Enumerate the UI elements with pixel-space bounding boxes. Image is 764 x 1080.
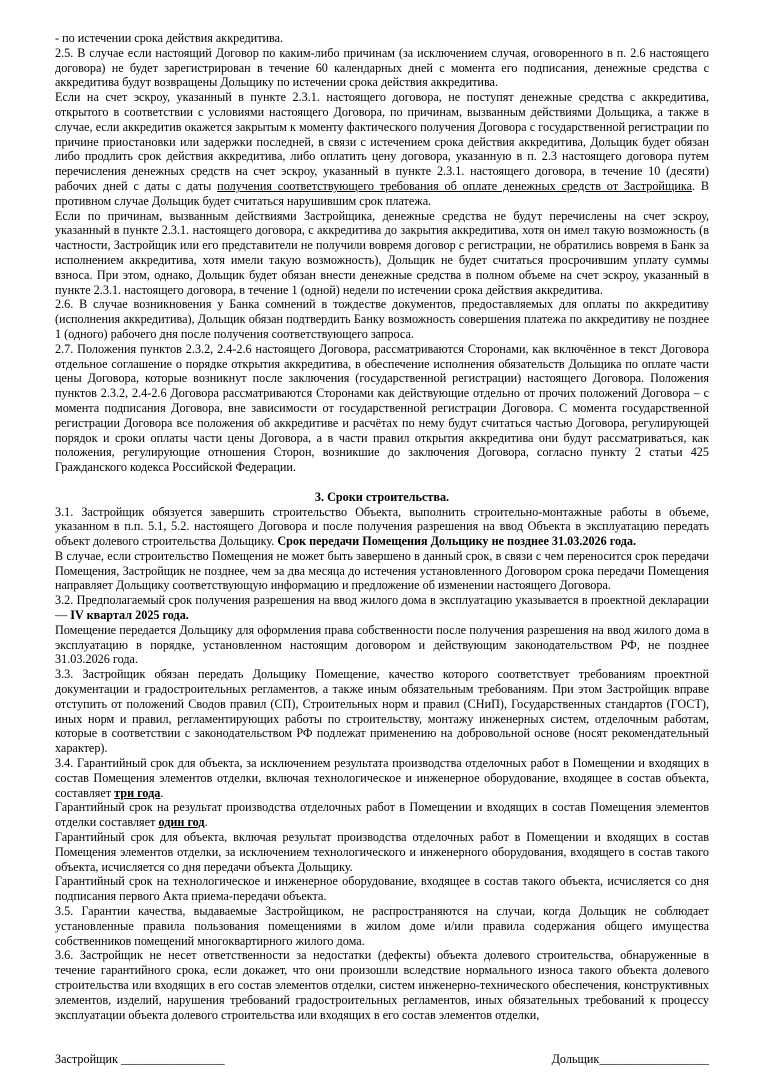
text-run: . bbox=[160, 785, 164, 800]
signature-developer bbox=[55, 1052, 225, 1067]
text-run: 2.5. В случае если настоящий Договор по каким-либо причинам (за исключением случая, оговоренного в п. 2.6 настоящего договора) не будет зарегистрирован в течение 60 календарных дней с момента его подписания, денежные средства с аккредитива будут возвращены Дольщику по истечении срока действия аккредитива. bbox=[55, 45, 709, 90]
signature-row bbox=[55, 1052, 709, 1067]
paragraph bbox=[55, 756, 709, 800]
text-run: 3.3. Застройщик обязан передать Дольщику Помещение, качество которого соответствует требованиям проектной документации и градостроительных регламентов, а также иным обязательным требованиям. При этом Застройщик вправе отступить от положений Сводов правил (СП), Строительных норм и правил (СНиП), Государственных стандартов (ГОСТ), иных норм и правил, регламентирующих работы по строительству, монтажу инженерных систем, отделочным работам, которые в соответствии с законодательством РФ подлежат применению на добровольной основе (носят рекомендательный характер). bbox=[55, 667, 709, 756]
developer-label: Застройщик bbox=[55, 1052, 118, 1067]
paragraph bbox=[55, 90, 709, 208]
text-run: . В противном случае Дольщик будет считаться нарушившим срок платежа. bbox=[55, 178, 709, 208]
text-run: В случае, если строительство Помещения не может быть завершено в данный срок, в связи с чем переносится срок передачи Помещения, Застройщик не позднее, чем за два месяца до истечения установленного Договором срока передачи Помещения направляет Дольщику соответствующую информацию и предложение об изменении настоящего Договора. bbox=[55, 548, 709, 593]
shareholder-label: Дольщик bbox=[551, 1052, 600, 1067]
text-run: 3.6. Застройщик не несет ответственности за недостатки (дефекты) объекта долевого строительства, обнаруженные в течение гарантийного срока, если докажет, что они произошли вследствие нормального износа такого объекта долевого строительства или входящих в его состав элементов отделки, систем инженерно-технического обеспечения, конструктивных элементов, изделий, нарушения требований градостроительных регламентов, иных обязательных требований к процессу эксплуатации объекта долевого строительства или входящих в его состав элементов отделки, bbox=[55, 948, 709, 1022]
text-run: получения соответствующего требования об оплате денежных средств от Застройщика bbox=[217, 178, 693, 193]
text-run: 3. Сроки строительства. bbox=[314, 489, 450, 504]
paragraph bbox=[55, 904, 709, 948]
paragraph bbox=[55, 593, 709, 623]
contract-text bbox=[55, 31, 709, 1022]
paragraph bbox=[55, 31, 709, 46]
shareholder-signature-line: __________________ bbox=[599, 1052, 709, 1067]
paragraph bbox=[55, 948, 709, 1022]
paragraph bbox=[55, 549, 709, 593]
paragraph bbox=[55, 342, 709, 475]
paragraph bbox=[55, 505, 709, 549]
text-run: 3.5. Гарантии качества, выдаваемые Застройщиком, не распространяются на случаи, когда Дольщик не соблюдает установленные правила пользования помещениями в жилом доме и/или правила содержания общего имущества собственников помещений многоквартирного жилого дома. bbox=[55, 904, 709, 948]
paragraph bbox=[55, 874, 709, 904]
text-run: Гарантийный срок на результат производства отделочных работ в Помещении и входящих в состав Помещения элементов отделки составляет bbox=[55, 800, 709, 830]
text-run: Гарантийный срок для объекта, включая результат производства отделочных работ в Помещении и входящих в состав Помещения элементов отделки, за исключением технологического и инженерного оборудования, входящего в состав такого объекта, исчисляется со дня передачи объекта Дольщику. bbox=[55, 830, 709, 874]
paragraph bbox=[55, 46, 709, 90]
paragraph bbox=[55, 209, 709, 298]
paragraph bbox=[55, 667, 709, 756]
text-run: 3.1. Застройщик обязуется завершить строительство Объекта, выполнить строительно-монтажные работы в объеме, указанном в п.п. 5.1, 5.2. настоящего Договора и после получения разрешения на ввод Объекта в эксплуатацию передать объект долевого строительства Дольщику. bbox=[55, 504, 709, 549]
text-run: Если на счет эскроу, указанный в пункте 2.3.1. настоящего договора, не поступят денежные средства с аккредитива, открытого в соответствии с условиями настоящего Договора, по причинам, вызванным действиями Дольщика, а также в случае, если аккредитив окажется закрытым к моменту фактического получения Договора с государственной регистрации по причине приостановки или задержки последней, в связи с истечением срока действия аккредитива, Дольщик будет обязан либо продлить срок действия аккредитива, либо оплатить цену договора, указанную в п. 2.3 настоящего договора путем перечисления денежных средств на счет эскроу, указанный в пункте 2.3.1. настоящего договора, в течение 10 (десяти) рабочих дней с даты с даты bbox=[55, 90, 709, 193]
text-run: 3.4. Гарантийный срок для объекта, за исключением результата производства отделочных работ в Помещении и входящих в состав Помещения элементов отделки, включая технологическое и инженерное оборудование, входящее в состав объекта, составляет bbox=[55, 756, 709, 800]
text-run: 2.6. В случае возникновения у Банка сомнений в тождестве документов, предоставляемых для оплаты по аккредитиву (исполнения аккредитива), Дольщик обязан подтвердить Банку возможность совершения платежа по аккредитиву не позднее 1 (одного) рабочего дня после получения соответствующего запроса. bbox=[55, 297, 709, 341]
text-run: Если по причинам, вызванным действиями Застройщика, денежные средства не будут перечислены на счет эскроу, указанный в пункте 2.3.1. настоящего договора, с аккредитива до закрытия аккредитива, хотя он имел такую возможность (в частности, Застройщик или его представители не получили вовремя договор с регистрации, не обратились вовремя в Банк за исполнением аккредитива, хотя имели такую возможность), Дольщик не будет считаться просрочившим уплату суммы взноса. При этом, однако, Дольщик будет обязан внести денежные средства в полном объеме на счет эскроу, указанный в пункте 2.3.1. настоящего договора, в течение 1 (одной) недели по истечении срока действия аккредитива. bbox=[55, 208, 709, 297]
developer-signature-line: _________________ bbox=[117, 1052, 225, 1067]
text-run: Срок передачи Помещения Дольщику не позднее 31.03.2026 года. bbox=[277, 534, 637, 549]
text-run: 3.2. Предполагаемый срок получения разрешения на ввод жилого дома в эксплуатацию указывается в проектной декларации — bbox=[55, 593, 709, 623]
signature-shareholder bbox=[552, 1052, 709, 1067]
text-run: Помещение передается Дольщику для оформления права собственности после получения разрешения на ввод жилого дома в эксплуатацию в порядке, установленном настоящим договором и действующим законодательством РФ, не позднее 31.03.2026 года. bbox=[55, 622, 709, 667]
text-run: . bbox=[204, 815, 208, 830]
text-run: три года bbox=[114, 785, 161, 800]
paragraph bbox=[55, 800, 709, 830]
paragraph bbox=[55, 623, 709, 667]
text-run: Гарантийный срок на технологическое и инженерное оборудование, входящее в состав такого объекта, исчисляется со дня подписания первого Акта приема-передачи объекта. bbox=[55, 874, 709, 904]
text-run: один год bbox=[158, 815, 205, 830]
text-run: - по истечении срока действия аккредитива. bbox=[55, 31, 284, 45]
paragraph bbox=[55, 830, 709, 874]
text-run: 2.7. Положения пунктов 2.3.2, 2.4-2.6 настоящего Договора, рассматриваются Сторонами, как включённое в текст Договора отдельное соглашение о порядке открытия аккредитива, в обеспечение исполнения обязательств Дольщика по оплате части цены Договора, которые возникнут после заключения (государственной регистрации) настоящего Договора. Положения пунктов 2.3.2, 2.4-2.6 Договора рассматриваются Сторонами как действующие отдельно от прочих положений Договора – с момента подписания Договора, вне зависимости от государственной регистрации Договора. С момента государственной регистрации Договора все положения об аккредитиве и расчётах по нему будут считаться частью Договора, регулирующей порядок и сроки оплаты части цены Договора, а в части правил открытия аккредитива они будут рассматриваться, как положения, регулирующие отношения Сторон, возникшие до заключения Договора, согласно пункту 2 статьи 425 Гражданского кодекса Российской Федерации. bbox=[55, 341, 709, 475]
text-run: IV квартал 2025 года. bbox=[70, 608, 189, 623]
section-heading bbox=[55, 490, 709, 505]
paragraph bbox=[55, 297, 709, 341]
